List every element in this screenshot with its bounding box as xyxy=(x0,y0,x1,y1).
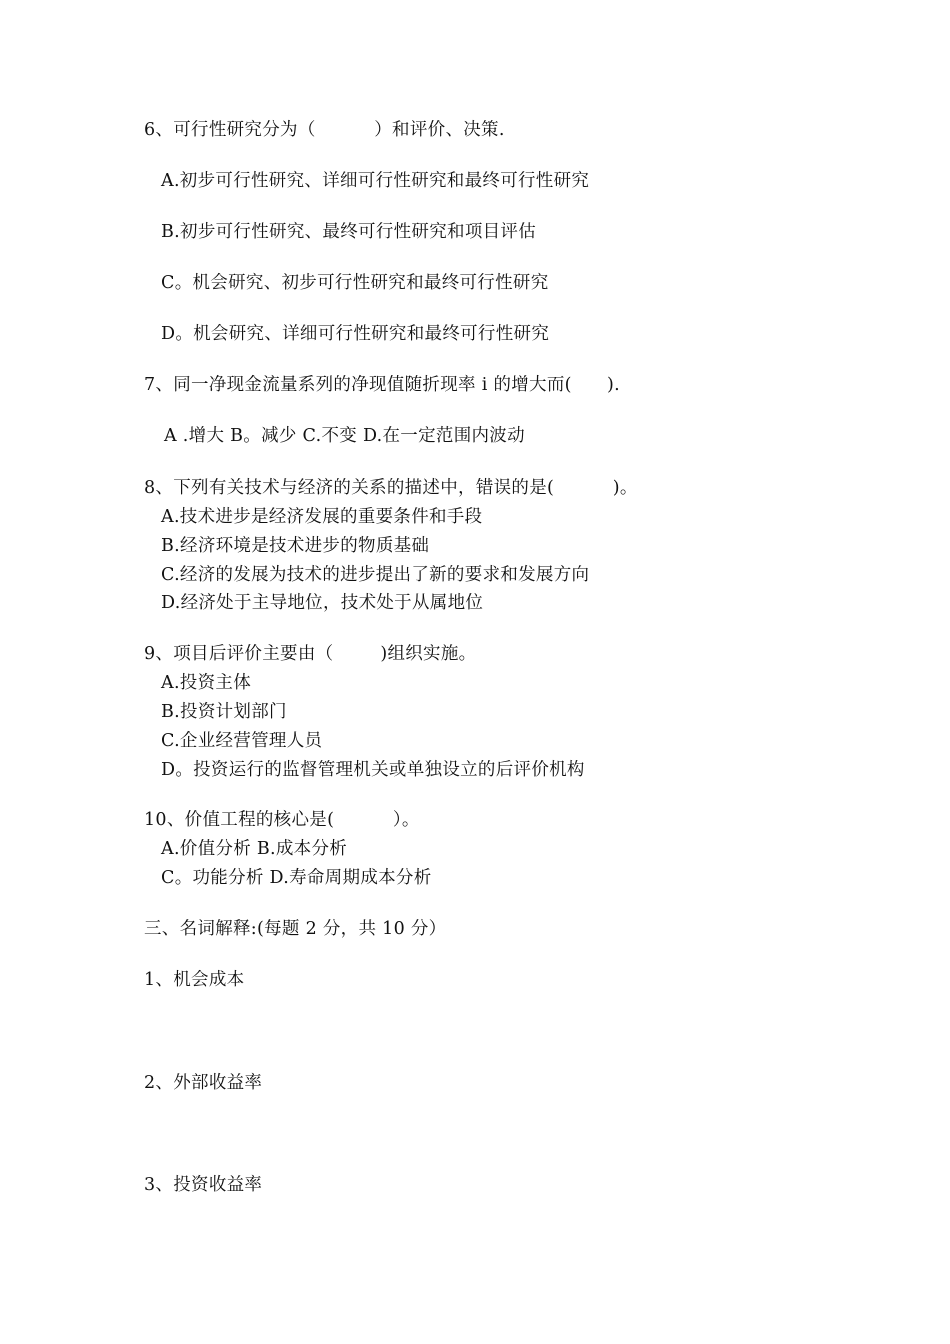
term-3: 3、投资收益率 xyxy=(144,1175,263,1195)
question-9-option-a: A.投资主体 xyxy=(161,673,252,693)
question-10-option-ab: A.价值分析 B.成本分析 xyxy=(161,839,348,859)
question-10-option-cd: C。功能分析 D.寿命周期成本分析 xyxy=(161,868,432,888)
term-2: 2、外部收益率 xyxy=(144,1073,263,1093)
question-10-stem: 10、价值工程的核心是( ）。 xyxy=(144,810,420,830)
question-8-option-b: B.经济环境是技术进步的物质基础 xyxy=(161,536,430,556)
question-6-option-c: C。机会研究、初步可行性研究和最终可行性研究 xyxy=(161,273,549,293)
question-9-option-d: D。投资运行的监督管理机关或单独设立的后评价机构 xyxy=(161,760,585,780)
term-1: 1、机会成本 xyxy=(144,970,245,990)
question-6-option-d: D。机会研究、详细可行性研究和最终可行性研究 xyxy=(161,324,550,344)
question-9-option-b: B.投资计划部门 xyxy=(161,702,287,722)
question-9-option-c: C.企业经营管理人员 xyxy=(161,731,323,751)
question-6-stem: 6、可行性研究分为（ ）和评价、决策. xyxy=(144,120,505,140)
question-8-option-c: C.经济的发展为技术的进步提出了新的要求和发展方向 xyxy=(161,565,590,585)
question-6-option-b: B.初步可行性研究、最终可行性研究和项目评估 xyxy=(161,222,537,242)
question-6-option-a: A.初步可行性研究、详细可行性研究和最终可行性研究 xyxy=(161,171,590,191)
question-7-stem: 7、同一净现金流量系列的净现值随折现率 i 的增大而( ). xyxy=(144,375,620,395)
question-8-option-d: D.经济处于主导地位，技术处于从属地位 xyxy=(161,593,484,613)
question-8-stem: 8、下列有关技术与经济的关系的描述中，错误的是( )。 xyxy=(144,478,638,498)
question-8-option-a: A.技术进步是经济发展的重要条件和手段 xyxy=(161,507,483,527)
question-7-options: A .增大 B。减少 C.不变 D.在一定范围内波动 xyxy=(164,426,525,446)
section-3-heading: 三、名词解释:(每题 2 分，共 10 分） xyxy=(144,919,447,939)
question-9-stem: 9、项目后评价主要由（ )组织实施。 xyxy=(144,644,477,664)
